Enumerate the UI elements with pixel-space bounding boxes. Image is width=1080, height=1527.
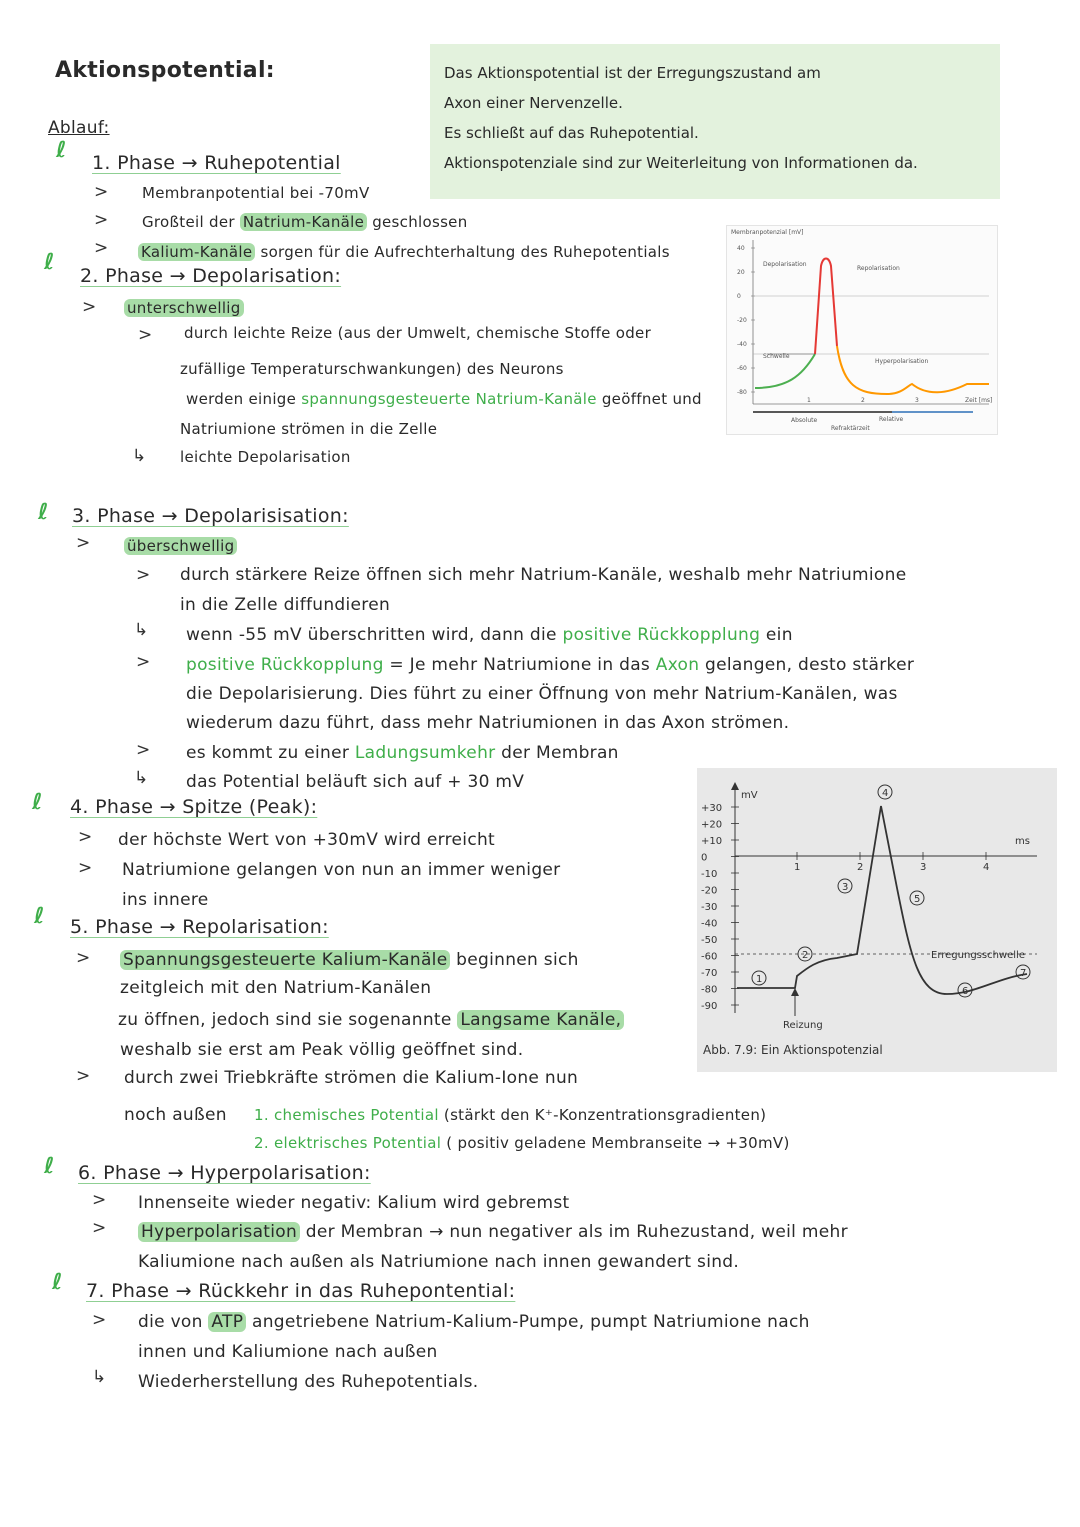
chevron-right-icon: > bbox=[76, 948, 91, 968]
chevron-right-icon: > bbox=[92, 1218, 107, 1238]
phase2-line5: leichte Depolarisation bbox=[180, 448, 351, 466]
phase3-line5: die Depolarisierung. Dies führt zu einer Öffnung von mehr Natrium-Kanälen, was bbox=[186, 684, 898, 704]
fig2-ytick: -40 bbox=[701, 918, 718, 930]
fig1-ytick: 40 bbox=[737, 245, 745, 252]
fig1-xtick: 3 bbox=[915, 397, 919, 404]
chevron-right-icon: > bbox=[78, 858, 93, 878]
fig2-reizung: Reizung bbox=[783, 1020, 823, 1031]
fig2-schwelle: Erregungsschwelle bbox=[931, 950, 1025, 961]
chevron-right-icon: > bbox=[94, 238, 109, 258]
info-line-1: Das Aktionspotential ist der Erregungszustand am bbox=[444, 64, 821, 82]
phase4-line2: Natriumione gelangen von nun an immer weniger bbox=[122, 860, 561, 880]
phase2-sub: unterschwellig bbox=[124, 299, 244, 317]
fig2-phase-number: 3 bbox=[842, 882, 849, 893]
fig2-phase-number: 7 bbox=[1020, 968, 1027, 979]
phase7-heading: 7. Phase → Rückkehr in das Ruhepontential: bbox=[86, 1280, 516, 1302]
fig1-xunit: Zeit [ms] bbox=[965, 397, 993, 404]
arrow-return-icon: ↳ bbox=[134, 620, 149, 640]
fig1-refraktar: Refraktärzeit bbox=[831, 425, 870, 432]
chevron-right-icon: > bbox=[94, 210, 109, 230]
phase7-line2: innen und Kaliumione nach außen bbox=[138, 1342, 438, 1362]
phase2-heading: 2. Phase → Depolarisation: bbox=[80, 265, 342, 287]
chevron-right-icon: > bbox=[94, 182, 109, 202]
fig2-xtick: 3 bbox=[920, 862, 927, 873]
phase1-line1: Membranpotential bei -70mV bbox=[142, 184, 370, 202]
action-potential-chart-2 bbox=[697, 768, 1057, 1072]
fig2-caption: Abb. 7.9: Ein Aktionspotenzial bbox=[703, 1043, 883, 1057]
phase5-line5: durch zwei Triebkräfte strömen die Kalium-Ione nun bbox=[124, 1068, 579, 1088]
phase4-line3: ins innere bbox=[122, 890, 209, 910]
fig1-schwelle: Schwelle bbox=[763, 353, 790, 360]
arrow-return-icon: ↳ bbox=[92, 1367, 107, 1387]
phase3-line3: wenn -55 mV überschritten wird, dann die positive Rückkopplung ein bbox=[186, 625, 793, 645]
curly-arrow-icon: ℓ bbox=[34, 904, 45, 929]
fig1-ytick: 0 bbox=[737, 293, 741, 300]
fig1-ytick: -60 bbox=[737, 365, 747, 372]
fig2-ytick: -50 bbox=[701, 935, 718, 946]
chevron-right-icon: > bbox=[136, 740, 151, 760]
fig2-unit: mV bbox=[741, 790, 758, 801]
chevron-right-icon: > bbox=[78, 827, 93, 847]
fig1-absolute: Absolute bbox=[791, 417, 818, 424]
phase3-sub: überschwellig bbox=[124, 537, 237, 555]
action-potential-chart-1 bbox=[726, 225, 998, 435]
phase5-line4: weshalb sie erst am Peak völlig geöffnet sind. bbox=[120, 1040, 524, 1060]
arrow-return-icon: ↳ bbox=[132, 446, 147, 466]
phase6-line2: Hyperpolarisation der Membran → nun negativer als im Ruhezustand, weil mehr bbox=[138, 1222, 848, 1242]
phase4-heading: 4. Phase → Spitze (Peak): bbox=[70, 796, 318, 818]
fig1-curve-red bbox=[815, 259, 837, 355]
fig2-phase-number: 2 bbox=[802, 950, 809, 961]
phase3-line2: in die Zelle diffundieren bbox=[180, 595, 391, 615]
phase3-line7: es kommt zu einer Ladungsumkehr der Membran bbox=[186, 743, 619, 763]
fig2-ytick: +30 bbox=[701, 803, 723, 814]
page-title: Aktionspotential: bbox=[55, 58, 275, 83]
fig1-curve-orange bbox=[837, 346, 989, 394]
fig2-phase-number: 5 bbox=[914, 894, 921, 905]
chevron-right-icon: > bbox=[92, 1310, 107, 1330]
phase2-line3: werden einige spannungsgesteuerte Natrium-Kanäle geöffnet und bbox=[186, 390, 702, 408]
fig2-ytick: +20 bbox=[701, 819, 723, 831]
phase6-line1: Innenseite wieder negativ: Kalium wird gebremst bbox=[138, 1193, 570, 1213]
fig1-ytick: -20 bbox=[737, 317, 747, 324]
phase1-line2: Großteil der Natrium-Kanäle geschlossen bbox=[142, 213, 468, 231]
curly-arrow-icon: ℓ bbox=[44, 250, 55, 275]
phase5-heading: 5. Phase → Repolarisation: bbox=[70, 916, 329, 938]
phase3-line1: durch stärkere Reize öffnen sich mehr Natrium-Kanäle, weshalb mehr Natriumione bbox=[180, 565, 907, 585]
curly-arrow-icon: ℓ bbox=[56, 138, 67, 163]
fig2-ytick: 0 bbox=[701, 852, 708, 864]
phase7-line1: die von ATP angetriebene Natrium-Kalium-Pumpe, pumpt Natriumione nach bbox=[138, 1312, 810, 1332]
curly-arrow-icon: ℓ bbox=[32, 790, 43, 815]
fig2-ytick: -90 bbox=[701, 1001, 718, 1012]
chevron-right-icon: > bbox=[136, 652, 151, 672]
phase1-line3: Kalium-Kanäle sorgen für die Aufrechterhaltung des Ruhepotentials bbox=[138, 243, 670, 261]
phase5-line7: 1. chemisches Potential (stärkt den K⁺-Konzentrationsgradienten) bbox=[254, 1106, 767, 1124]
phase3-line6: wiederum dazu führt, dass mehr Natriumionen in das Axon strömen. bbox=[186, 713, 790, 733]
ablauf-heading: Ablauf: bbox=[48, 118, 110, 138]
fig2-xtick: 4 bbox=[983, 862, 990, 873]
fig2-ytick: -70 bbox=[701, 968, 718, 979]
phase5-line6: noch außen bbox=[124, 1105, 227, 1125]
phase6-line3: Kaliumione nach außen als Natriumione nach innen gewandert sind. bbox=[138, 1252, 740, 1272]
phase6-heading: 6. Phase → Hyperpolarisation: bbox=[78, 1162, 371, 1184]
fig1-repol: Repolarisation bbox=[857, 265, 900, 272]
chevron-right-icon: > bbox=[92, 1190, 107, 1210]
phase2-line4: Natriumione strömen in die Zelle bbox=[180, 420, 438, 438]
chevron-right-icon: > bbox=[138, 325, 153, 345]
phase3-heading: 3. Phase → Depolarisisation: bbox=[72, 505, 349, 527]
phase2-line1: durch leichte Reize (aus der Umwelt, chemische Stoffe oder bbox=[184, 324, 652, 342]
fig1-xtick: 1 bbox=[807, 397, 811, 404]
fig2-ytick: -60 bbox=[701, 951, 718, 963]
phase1-heading: 1. Phase → Ruhepotential bbox=[92, 152, 341, 174]
phase5-line2: zeitgleich mit den Natrium-Kanälen bbox=[120, 978, 432, 998]
fig1-ytick: -40 bbox=[737, 341, 747, 348]
fig1-ytick: -80 bbox=[737, 389, 747, 396]
fig2-curve bbox=[737, 806, 1027, 994]
phase3-line4: positive Rückkopplung = Je mehr Natriumione in das Axon gelangen, desto stärker bbox=[186, 655, 915, 675]
curly-arrow-icon: ℓ bbox=[44, 1154, 55, 1179]
fig2-ytick: -30 bbox=[701, 902, 718, 913]
chevron-right-icon: > bbox=[82, 297, 97, 317]
curly-arrow-icon: ℓ bbox=[38, 500, 49, 525]
definition-box bbox=[430, 44, 1000, 199]
chevron-right-icon: > bbox=[136, 565, 151, 585]
info-line-2: Axon einer Nervenzelle. bbox=[444, 94, 623, 112]
fig1-ytick: 20 bbox=[737, 269, 745, 276]
phase4-line1: der höchste Wert von +30mV wird erreicht bbox=[118, 830, 496, 850]
info-line-3: Es schließt auf das Ruhepotential. bbox=[444, 124, 699, 142]
phase5-line3: zu öffnen, jedoch sind sie sogenannte Langsame Kanäle, bbox=[118, 1010, 624, 1030]
arrow-return-icon: ↳ bbox=[134, 768, 149, 788]
phase2-line2: zufällige Temperaturschwankungen) des Neurons bbox=[180, 360, 564, 378]
fig1-depol: Depolarisation bbox=[763, 261, 807, 268]
fig2-ytick: +10 bbox=[701, 836, 723, 847]
phase3-line8: das Potential beläuft sich auf + 30 mV bbox=[186, 772, 525, 792]
fig2-xtick: 1 bbox=[794, 862, 801, 873]
phase5-line8: 2. elektrisches Potential ( positiv geladene Membranseite → +30mV) bbox=[254, 1134, 790, 1152]
curly-arrow-icon: ℓ bbox=[52, 1270, 63, 1295]
chevron-right-icon: > bbox=[76, 1066, 91, 1086]
fig2-ytick: -20 bbox=[701, 885, 718, 897]
fig2-xunit: ms bbox=[1015, 836, 1030, 847]
phase5-line1: Spannungsgesteuerte Kalium-Kanäle beginnen sich bbox=[120, 950, 579, 970]
fig1-relative: Relative bbox=[879, 416, 904, 423]
phase7-line3: Wiederherstellung des Ruhepotentials. bbox=[138, 1372, 479, 1392]
fig2-ytick: -10 bbox=[701, 869, 718, 880]
fig2-phase-number: 1 bbox=[756, 974, 763, 985]
chevron-right-icon: > bbox=[76, 533, 91, 553]
fig2-phase-number: 4 bbox=[882, 788, 889, 799]
fig2-ytick: -80 bbox=[701, 984, 718, 996]
fig2-phase-number: 6 bbox=[962, 986, 969, 997]
info-line-4: Aktionspotenziale sind zur Weiterleitung von Informationen da. bbox=[444, 154, 918, 172]
fig2-xtick: 2 bbox=[857, 862, 864, 873]
fig1-hyper: Hyperpolarisation bbox=[875, 358, 929, 365]
fig1-xtick: 2 bbox=[861, 397, 865, 404]
fig1-ylabel: Membranpotenzial [mV] bbox=[731, 229, 804, 236]
